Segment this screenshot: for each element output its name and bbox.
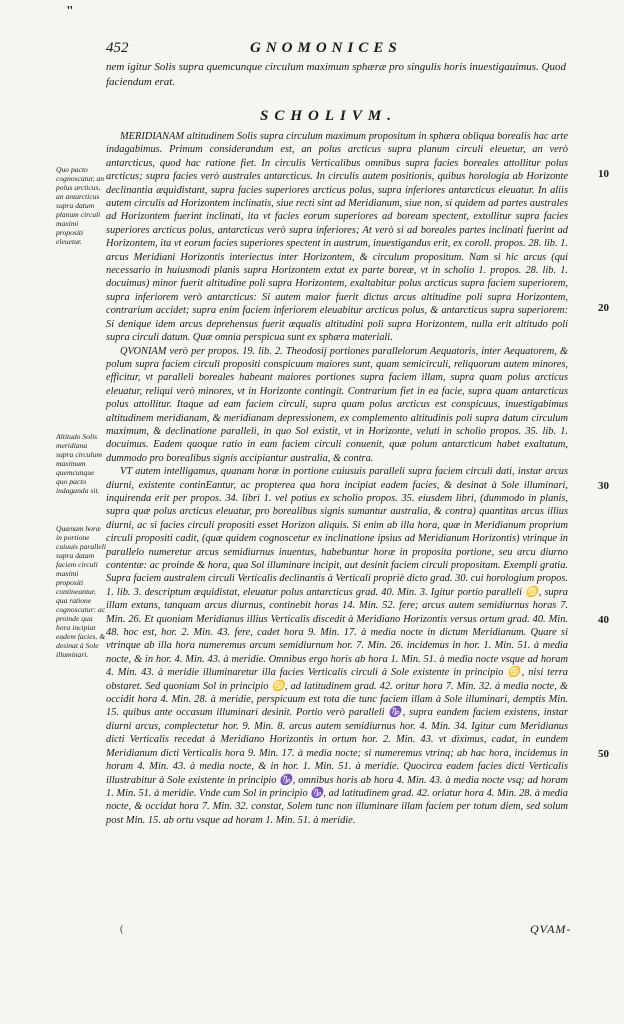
- paragraph-vt-autem: VT autem intelligamus, quanam horæ in portione cuiusuis paralleli supra faciem circuli dati, instar arcus diurni, existente continEantur, ac propterea qua hora incipiat eadem facies, & desinat à Sole illuminari, inquirenda erit per propos. 34. libri 1. vel potius ex scholio propos. 35. eiusdem libri, (dummodo in planis, supra quæ polus arcticus eleuatur, pro borealibus signis sumantur australia, & contra) quantitas arcus illius diurni, ac si facies circuli propositi esset Horizon aliquis. Si enim ab illa hora, quæ in Meridianum proprium circuli propositi cadit, (quæ quidem cognoscetur ex inclinatione ipsius ad Meridianum Horizontis) vtrinque in parallelo numeretur arcus semidiurnus inuentus, habebuntur horæ in proposita portione, seu arcu diurno contentæ: ac proinde & hora, qua Sol illuminare incipit, aut desinit faciem circuli propositam. Exempli gratia. Supra faciem australem circuli Verticalis declinantis à Verticali propriè dicto grad. 30. cui horologium propos. 1. lib. 3. descriptum æquidistat, eleuatur polus antarcticus grad. 40. Min. 3. Igitur portio paralleli ♋, supra illam extans, tanquam arcus diurnus, continebit horas 14. Min. 52. fere; arcus autem semidiurnus horas 7. Min. 26. Et quoniam Meridianus illius Verticalis discedit à Meridiano Horizontis versus ortum grad. 40. Min. 48. hoc est, hor. 2. Min. 43. fere, cadet hora 9. Min. 17. à media nocte in dictum Meridianum. Quare si vtrinque ab illa hora numeremus arcum semidiurnum hor. 7. Min. 26. incidemus in hor. 1. Min. 51. à media nocte, & in hor. 4. Min. 43. à meridie. Omnibus ergo horis ab hora 1. Min. 51. à media nocte vsque ad horam 4. Min. 43. à meridie illuminaretur illa facies Verticalis circuli à Sole existente in principio ♋, nisi terra obstaret. Sed quoniam Sol in principio ♋, ad latitudinem grad. 42. oritur hora 7. Min. 32. à media nocte, & occidit hora 4. Min. 28. à meridie, perspicuum est tota die tunc faciem illam à Sole illuminari, demptis Min. 15. quibus ante occasum illuminari desinit. Portio verò paralleli ♑, supra eandem faciem existens, instar diurni arcus, complectetur hor. 9. Min. 8. arcus autem semidiurnus hor. 4. Min. 34. Igitur cum Meridianus dicti Verticalis recedat à Meridiano Horizontis in ortum hor. 2. Min. 43. vt diximus, cadat, in eundem Meridianum dicti Verticalis hora 9. Min. 17. à media nocte; si numeremus vtrinq; ab hac hora, incidemus in horam 4. Min. 43. à media nocte, & in hor. 1. Min. 51. à meridie. Quocirca eadem facies dicti Verticalis illustrabitur à Sole existente in principio ♑, omnibus horis ab hora 4. Min. 43. à media nocte vsq; ad horam 1. Min. 51. à meridie. Vnde cum Sol in principio ♑, ad latitudinem grad. 42. oriatur hora 4. Min. 28. à media nocte, & occidat hora 7. Min. 32. constat, Solem tunc non illuminare illam faciem per totum diem, sed solum post Min. 15. ab ortu vsque ad horam 1. Min. 51. à meridie.: [106, 466, 568, 826]
- paragraph-meridianam: MERIDIANAM altitudinem Solis supra circulum maximum propositum in sphæra obliqua borealis hac arte indagabimus. Primum considerandum est, an polus arcticus supra planum circuli eleuetur, an verò antarcticus, quod hac ratione fiet. In circulis Verticalibus omnibus supra facies boreales attollitur polus arcticus; supra facies verò australes antarcticus. In circulis autem positionis, quibus horologia ab Horizonte declinantia æquidistant, supra facies superiores arcticus polus, supra inferiores antarcticus eleuatur. In aliis autem circulis ad Horizontem inclinatis, siue recti sint ad Meridianum, siue non, si quidem ad partes australes ad Horizontem fuerint inclinati, ita vt facies eorum superiores ad boream spectent, extollitur supra facies superiores arcticus polus, antarcticus verò supra inferiores; At verò si ad boreales partes inclinati fuerint ad Horizontem, ita vt eorum facies superiores spectent in austrum, inuestigandus erit, ex coroll. propos. 28. lib. 1. arcus Meridiani Horizontis interiectus inter Horizontem, & circulum propositum. Nam si hic arcus (qui necessario in huiusmodi planis supra Horizontem extat ex parte boreæ, vt in scholio 1. propos. 28. lib. 1. docuimus) minor fuerit altitudine poli supra Horizontem, exaltabitur polus arcticus supra faciem superiorem, supra inferiorem verò antarcticus: Si autem maior fuerit dictus arcus altitudine poli supra Horizontem, contrarium accidet; supra enim faciem inferiorem eleuabitur arcticus polus, & antarcticus supra superiorem: Si denique idem arcus deprehensus fuerit æqualis altitudini poli supra Horizontem, nulla erit altitudo poli supra circuli datum. Quæ omnia perspicua sunt ex sphæra materiali.: [106, 131, 568, 344]
- margin-number-40: 40: [598, 614, 609, 626]
- page-number: 452: [106, 40, 129, 56]
- intro-text: nem igitur Solis supra quemcunque circulum maximum sphæræ pro singulis horis inuestigauimus. Quod faciendum erat.: [106, 61, 566, 88]
- main-text: [106, 130, 568, 827]
- catchword: QVAM-: [530, 922, 572, 936]
- margin-number-10: 10: [598, 168, 609, 180]
- section-title: SCHOLIVM.: [260, 108, 397, 124]
- paragraph-quoniam: QVONIAM verò per propos. 19. lib. 2. Theodosij portiones parallelorum Aequatoris, inter Aequatorem, & polum supra faciem circuli propositi conspicuum maiores sunt, quam semicirculi, reliquorum autem minores, efficitur, vt paralleli boreales habeant maiores portiones supra faciem illam, supra quam polus arcticus eleuatur, reliqui verò minores, vt in Horizonte contingit. Contrarium fiet in ea facie, supra quam antarcticus polus attollitur. Itaque ad eam faciem circuli, supra quam polus arcticus est conspicuus, inuestigabimus altitudinem meridianam, & meridianam depressionem, ex complemento altitudinis poli supra datum circulum maximum, & declinatione paralleli, in quo Sol existit, vt in Horizonte, veluti in scholio propos. 35. lib. 1. docuimus. Eadem quoque ratio in eam faciem circuli conuenit, quæ polum antarcticum habet exaltatum, dummodo pro borealibus signis accipiantur australia, & contra.: [106, 345, 568, 464]
- page-header: [100, 40, 570, 62]
- running-title: GNOMONICES: [250, 40, 402, 56]
- top-mark: ": [66, 4, 74, 19]
- margin-number-20: 20: [598, 302, 609, 314]
- margin-note-altitude: Altitudo Solis meridiana supra circulum maximum quemcunque quo pacto indaganda sit.: [56, 432, 102, 495]
- margin-number-50: 50: [598, 748, 609, 760]
- margin-note-hours: Quænam horæ in portione cuiuuis paralleli supra datam faciem circuli maximi propositi contineantur, qua ratione cognoscatur: ac proinde qua hora incipiat eadem facies, & desinat à Sole illuminari.: [56, 524, 106, 659]
- margin-note-poles: Quo pacto cognoscatur, an polus arcticus, an antarcticus supra datum planum circuli maximi propositi eleuetur.: [56, 165, 105, 246]
- margin-number-30: 30: [598, 480, 609, 492]
- footer-mark: (: [120, 924, 124, 935]
